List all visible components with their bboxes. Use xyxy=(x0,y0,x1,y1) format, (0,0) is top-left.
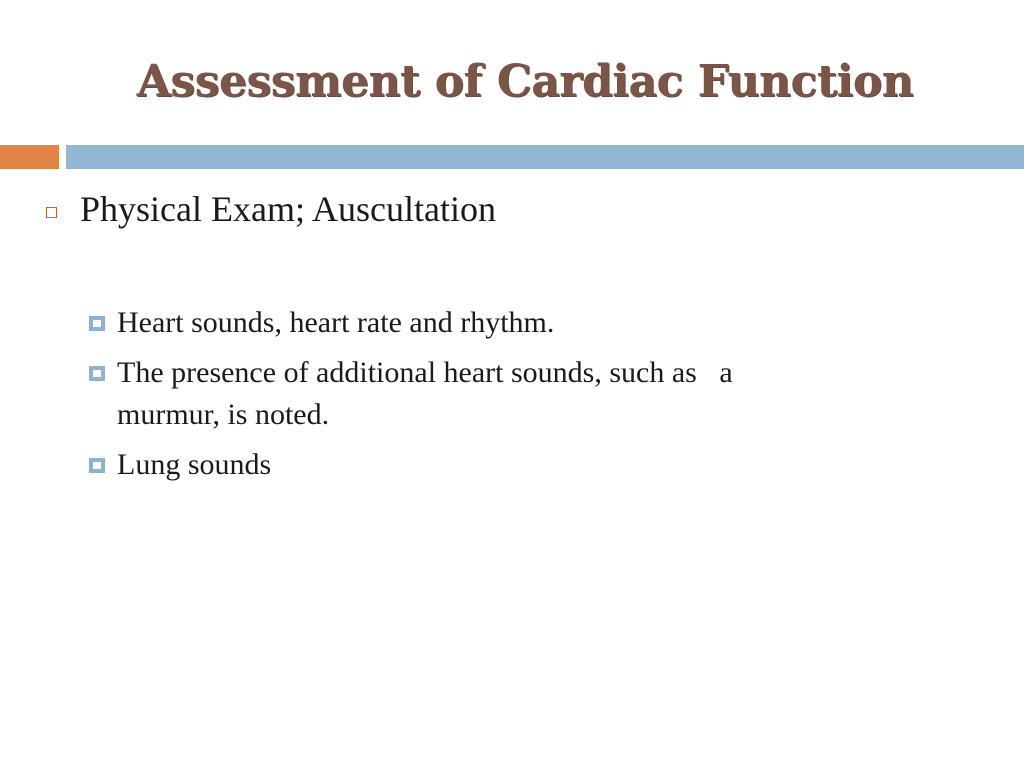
bullet-level1-text: Physical Exam; Auscultation xyxy=(80,189,496,229)
square-bullet-icon xyxy=(89,366,105,381)
list-item xyxy=(89,352,949,436)
bullet-list xyxy=(89,302,949,494)
hollow-square-icon xyxy=(46,207,57,218)
header-bar xyxy=(66,145,1024,169)
list-item-text: Lung sounds xyxy=(117,448,272,481)
square-bullet-icon xyxy=(89,316,105,331)
bullet-level1 xyxy=(46,186,496,232)
square-bullet-icon xyxy=(89,458,105,473)
accent-bar xyxy=(0,145,59,169)
list-item xyxy=(89,302,949,344)
list-item-text: Heart sounds, heart rate and rhythm. xyxy=(117,306,555,339)
list-item xyxy=(89,444,949,486)
slide-title: Assessment of Cardiac Function xyxy=(136,56,914,107)
list-item-text: The presence of additional heart sounds, such as a murmur, is noted. xyxy=(117,356,733,431)
